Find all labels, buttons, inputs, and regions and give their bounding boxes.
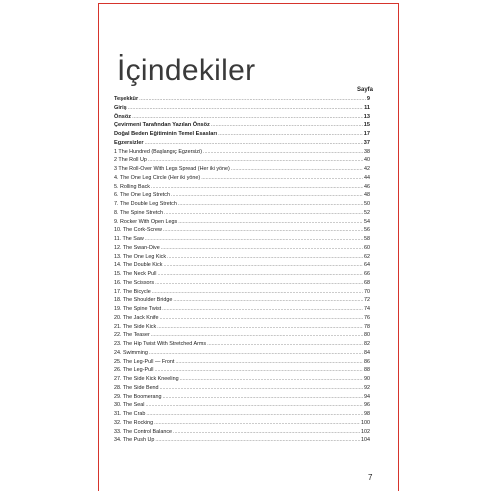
toc-entry-page: 56: [364, 227, 370, 234]
dot-leader: [149, 349, 363, 358]
toc-entry-page: 64: [364, 262, 370, 269]
toc-entry-page: 17: [363, 131, 370, 137]
toc-entry-page: 40: [364, 157, 370, 164]
toc-entry-title: Çevirmeni Tarafından Yazılan Önsöz: [114, 122, 210, 129]
toc-entry: [114, 288, 370, 297]
toc-entry-title: 10. The Cork-Screw: [114, 227, 162, 234]
toc-entry-page: 100: [361, 419, 370, 426]
toc-entry-page: 84: [364, 349, 370, 356]
toc-entry-title: 24. Swimming: [114, 349, 148, 356]
toc-entry-title: 23. The Hip Twist With Stretched Arms: [114, 341, 207, 347]
toc-entry: [114, 366, 370, 375]
toc-entry-page: 78: [364, 323, 370, 330]
toc-entry-page: 94: [364, 393, 370, 400]
dot-leader: [167, 253, 363, 262]
toc-entry: [114, 358, 370, 367]
dot-leader: [155, 436, 360, 445]
toc-entry: [114, 314, 370, 323]
toc-entry-title: Önsöz: [114, 113, 132, 120]
toc-entry: [114, 401, 370, 410]
toc-entry: [114, 305, 370, 314]
toc-entry: [114, 174, 370, 183]
dot-leader: [151, 183, 363, 192]
toc-entry-page: 58: [364, 236, 370, 242]
toc-entry-title: 16. The Scissors: [114, 279, 155, 286]
toc-entry-page: 11: [364, 104, 370, 111]
toc-entry-page: 48: [364, 192, 370, 199]
toc-entry-page: 60: [364, 244, 370, 251]
toc-entry-title: 3 The Roll-Over With Legs Spread (Her iki yöne): [114, 166, 230, 172]
toc-entry-page: 50: [364, 201, 370, 207]
dot-leader: [160, 314, 363, 323]
toc-entry: [114, 148, 370, 157]
toc-entry: [114, 244, 370, 253]
toc-entry-title: 27. The Side Kick Kneeling: [114, 376, 179, 382]
toc-entry-title: 5. Rolling Back: [114, 183, 150, 190]
toc-entry-title: 30. The Seal: [114, 402, 145, 409]
toc-entry-page: 66: [364, 271, 370, 277]
toc-entry: [114, 191, 370, 200]
toc-entry-page: 70: [364, 288, 370, 295]
toc-entry-page: 52: [364, 209, 370, 216]
dot-leader: [145, 235, 363, 244]
toc-entry: [114, 270, 370, 279]
dot-leader: [155, 279, 363, 288]
dot-leader: [161, 244, 363, 253]
toc-entry-title: 25. The Leg-Pull — Front: [114, 358, 175, 365]
toc-entry-page: 37: [363, 139, 370, 146]
toc-entry-page: 96: [364, 402, 370, 409]
dot-leader: [157, 270, 363, 279]
toc-entry-page: 74: [364, 306, 370, 312]
dot-leader: [145, 401, 363, 410]
toc-entry-title: 9. Rocker With Open Legs: [114, 218, 178, 225]
dot-leader: [128, 104, 363, 113]
dot-leader: [154, 419, 360, 428]
toc-entry-title: Doğal Beden Eğitiminin Temel Esasları: [114, 131, 218, 137]
toc-entry-title: 11. The Saw: [114, 236, 144, 242]
dot-leader: [152, 288, 363, 297]
dot-leader: [139, 95, 366, 104]
toc-entry: [114, 218, 370, 227]
toc-entry-page: 38: [364, 148, 370, 155]
toc-entry-title: Giriş: [114, 104, 127, 111]
toc-entry: [114, 340, 370, 349]
toc-entry-page: 98: [364, 411, 370, 417]
toc-entry-title: 14. The Double Kick: [114, 262, 163, 269]
dot-leader: [162, 305, 363, 314]
dot-leader: [160, 384, 363, 393]
toc-entry-page: 54: [364, 218, 370, 225]
toc-entry: [114, 428, 370, 437]
dot-leader: [231, 165, 363, 174]
toc-entry-page: 72: [364, 297, 370, 304]
dot-leader: [148, 156, 363, 165]
page-title: İçindekiler: [117, 54, 256, 87]
dot-leader: [201, 174, 363, 183]
toc-entry-page: 80: [364, 332, 370, 339]
toc-entry-page: 82: [364, 341, 370, 347]
toc-entry: [114, 331, 370, 340]
toc-entry: [114, 156, 370, 165]
toc-entry: [114, 200, 370, 209]
toc-entry: [114, 279, 370, 288]
toc-entry-title: 2 The Roll Up: [114, 157, 147, 164]
dot-leader: [218, 130, 363, 139]
toc-entry: [114, 261, 370, 270]
toc-entry: [114, 384, 370, 393]
toc-entry-page: 90: [364, 376, 370, 382]
toc-entry: [114, 296, 370, 305]
dot-leader: [151, 331, 363, 340]
dot-leader: [145, 139, 363, 148]
dot-leader: [154, 366, 363, 375]
toc-entry-title: 12. The Swan-Dive: [114, 244, 160, 251]
toc-entry: [114, 95, 370, 104]
dot-leader: [164, 209, 363, 218]
toc-entry-title: 29. The Boomerang: [114, 393, 162, 400]
dot-leader: [207, 340, 363, 349]
dot-leader: [163, 393, 363, 402]
toc-entry: [114, 436, 370, 445]
toc-entry: [114, 183, 370, 192]
toc-entry-title: Egzersizler: [114, 139, 144, 146]
toc-entry-page: 102: [361, 428, 370, 435]
dot-leader: [173, 296, 363, 305]
toc-entry: [114, 375, 370, 384]
toc-entry-title: 31. The Crab: [114, 411, 146, 417]
toc-entry: [114, 419, 370, 428]
toc-entry-page: 44: [364, 174, 370, 181]
toc-entry-title: 34. The Push Up: [114, 437, 155, 444]
toc-entry-page: 9: [366, 96, 370, 102]
dot-leader: [132, 113, 363, 122]
table-of-contents: [114, 95, 370, 445]
toc-entry-title: 13. The One Leg Kick: [114, 253, 167, 260]
toc-entry: [114, 121, 370, 130]
dot-leader: [203, 148, 363, 157]
toc-entry: [114, 323, 370, 332]
toc-entry-title: 20. The Jack Knife: [114, 314, 159, 321]
toc-entry-title: 17. The Bicycle: [114, 288, 151, 295]
dot-leader: [178, 200, 363, 209]
toc-entry-title: 6. The One Leg Stretch: [114, 192, 170, 199]
dot-leader: [175, 358, 363, 367]
toc-entry-page: 15: [363, 122, 370, 129]
toc-entry: [114, 139, 370, 148]
toc-entry: [114, 104, 370, 113]
toc-entry-page: 76: [364, 314, 370, 321]
toc-entry: [114, 165, 370, 174]
toc-entry: [114, 130, 370, 139]
toc-entry: [114, 226, 370, 235]
dot-leader: [146, 410, 363, 419]
toc-entry-title: 32. The Rocking: [114, 419, 154, 426]
toc-entry: [114, 393, 370, 402]
toc-entry-title: 22. The Teaser: [114, 332, 150, 339]
toc-entry-title: 7. The Double Leg Stretch: [114, 201, 177, 207]
toc-entry-title: 33. The Control Balance: [114, 428, 173, 435]
toc-entry: [114, 410, 370, 419]
toc-entry-title: 1 The Hundred (Başlangıç Egzersizi): [114, 148, 202, 155]
toc-entry-title: 19. The Spine Twist: [114, 306, 162, 312]
dot-leader: [211, 121, 363, 130]
page-number: 7: [368, 473, 373, 482]
toc-entry: [114, 209, 370, 218]
toc-entry-title: 18. The Shoulder Bridge: [114, 297, 173, 304]
dot-leader: [180, 375, 363, 384]
toc-entry-title: 8. The Spine Stretch: [114, 209, 164, 216]
toc-entry: [114, 253, 370, 262]
toc-entry-title: 21. The Side Kick: [114, 323, 157, 330]
toc-entry-page: 86: [364, 358, 370, 365]
dot-leader: [163, 261, 363, 270]
toc-entry-page: 13: [363, 113, 370, 120]
toc-entry-title: Teşekkür: [114, 96, 139, 102]
toc-entry-page: 46: [364, 183, 370, 190]
toc-entry-title: 4. The One Leg Circle (Her iki yöne): [114, 174, 201, 181]
toc-entry-page: 88: [364, 367, 370, 374]
toc-entry: [114, 113, 370, 122]
toc-entry-title: 26. The Leg-Pull: [114, 367, 154, 374]
toc-entry: [114, 349, 370, 358]
dot-leader: [163, 226, 363, 235]
toc-entry-page: 42: [364, 166, 370, 172]
page-column-label: Sayfa: [357, 87, 374, 93]
dot-leader: [178, 218, 363, 227]
toc-entry-title: 28. The Side Bend: [114, 384, 159, 391]
dot-leader: [173, 428, 360, 437]
toc-entry-page: 62: [364, 253, 370, 260]
toc-entry-title: 15. The Neck Pull: [114, 271, 157, 277]
toc-entry: [114, 235, 370, 244]
dot-leader: [157, 323, 363, 332]
dot-leader: [171, 191, 363, 200]
toc-entry-page: 104: [361, 437, 370, 444]
toc-entry-page: 92: [364, 384, 370, 391]
toc-entry-page: 68: [364, 279, 370, 286]
